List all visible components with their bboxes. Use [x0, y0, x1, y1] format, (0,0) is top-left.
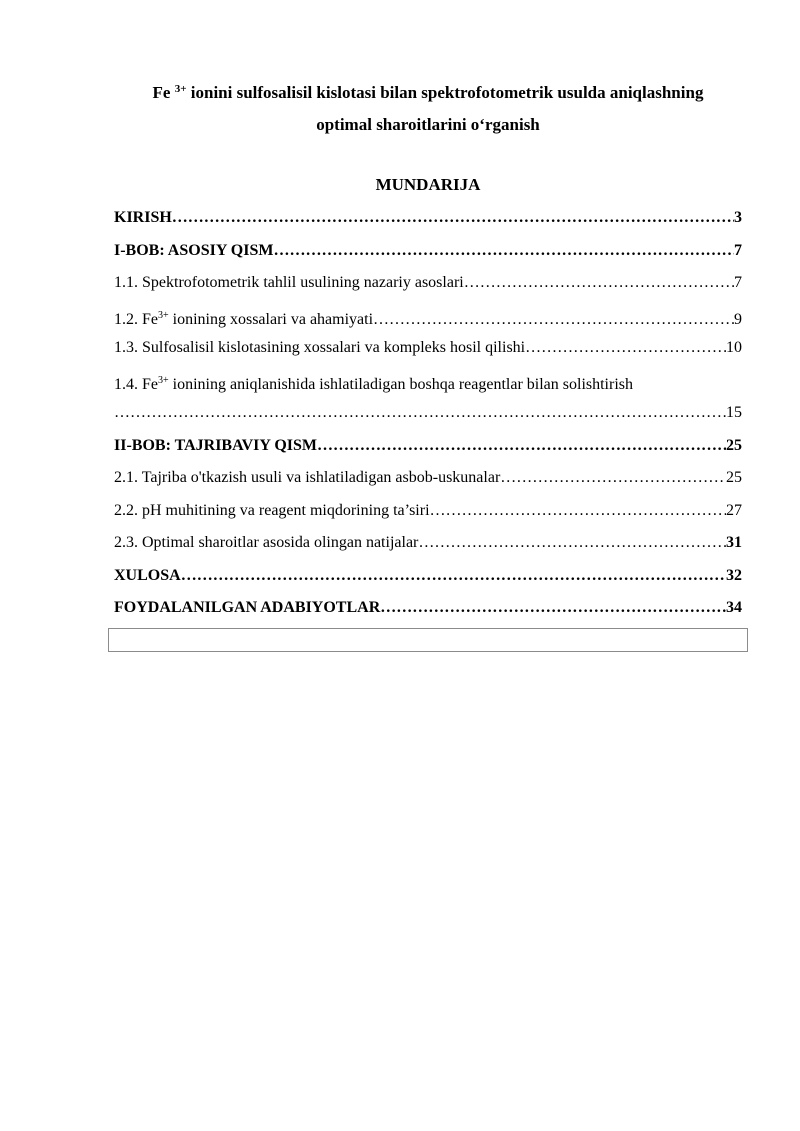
toc-leader: [273, 238, 734, 264]
toc-label: 1.3. Sulfosalisil kislotasining xossalari va kompleks hosil qilishi: [114, 339, 526, 356]
toc-leader: [114, 400, 726, 426]
toc-leader: [464, 270, 734, 296]
toc-page: 25: [726, 469, 742, 486]
toc-entry-bob1[interactable]: [114, 238, 742, 271]
toc-leader: [373, 307, 734, 333]
toc-leader: [500, 465, 726, 491]
toc-superscript: 3+: [158, 374, 169, 386]
toc-label-pre: 1.2. Fe: [114, 310, 158, 328]
toc-entry-2-1[interactable]: [114, 465, 742, 498]
toc-page: 7: [734, 241, 742, 259]
toc-label: 2.3. Optimal sharoitlar asosida olingan natijalar: [114, 534, 419, 551]
toc-label: KIRISH: [114, 209, 172, 226]
toc-entry-1-1[interactable]: [114, 270, 742, 303]
toc-page: 7: [734, 274, 742, 291]
toc-label: XULOSA: [114, 566, 181, 584]
title-superscript: 3+: [174, 83, 187, 95]
toc-entry-2-2[interactable]: [114, 498, 742, 531]
toc-entry-1-4-continuation[interactable]: [114, 400, 742, 433]
toc-label: 2.2. pH muhitining va reagent miqdorining ta’siri: [114, 501, 430, 519]
toc-entry-kirish[interactable]: [114, 205, 742, 238]
toc-page: 10: [726, 339, 742, 356]
document-title: [110, 73, 746, 141]
toc-label: 1.1. Spektrofotometrik tahlil usulining nazariy asoslari: [114, 274, 464, 291]
toc-leader: [430, 498, 726, 524]
table-of-contents: [114, 205, 742, 628]
toc-leader: [172, 205, 734, 231]
toc-label: FOYDALANILGAN ADABIYOTLAR: [114, 599, 381, 616]
toc-label: 2.1. Tajriba o'tkazish usuli va ishlatiladigan asbob-uskunalar: [114, 469, 501, 486]
empty-text-frame: [108, 628, 748, 652]
toc-entry-2-3[interactable]: [114, 530, 742, 563]
toc-entry-1-3[interactable]: [114, 335, 742, 368]
toc-label: [114, 303, 373, 333]
toc-page: 25: [726, 436, 742, 454]
toc-page: 9: [734, 310, 742, 328]
toc-entry-bob2[interactable]: [114, 433, 742, 466]
toc-label-post: ionining aniqlanishida ishlatiladigan boshqa reagentlar bilan solishtirish: [168, 375, 633, 393]
toc-entry-adabiyotlar[interactable]: [114, 595, 742, 628]
toc-leader: [181, 563, 726, 589]
toc-leader: [525, 335, 726, 361]
toc-leader: [380, 595, 726, 621]
toc-entry-1-4[interactable]: [114, 368, 742, 401]
toc-leader: [418, 530, 726, 556]
toc-leader: [317, 433, 726, 459]
toc-entry-1-2[interactable]: [114, 303, 742, 336]
contents-heading: MUNDARIJA: [375, 175, 481, 194]
title-line-1: [110, 73, 746, 109]
title-text-rest: ionini sulfosalisil kislotasi bilan spektrofotometrik usulda aniqlashning: [186, 83, 704, 102]
toc-page: 3: [734, 209, 742, 226]
toc-page: 32: [726, 566, 742, 584]
toc-label: II-BOB: TAJRIBAVIY QISM: [114, 436, 318, 454]
toc-page: 31: [726, 534, 742, 551]
title-text-fe: Fe: [152, 83, 175, 102]
title-line-2: optimal sharoitlarini o‘rganish: [316, 115, 540, 134]
toc-label-pre: 1.4. Fe: [114, 375, 158, 393]
toc-page: 34: [726, 599, 742, 616]
toc-superscript: 3+: [158, 309, 169, 321]
toc-page: 15: [726, 404, 742, 421]
toc-label-post: ionining xossalari va ahamiyati: [168, 310, 374, 328]
toc-label: I-BOB: ASOSIY QISM: [114, 241, 274, 259]
toc-entry-xulosa[interactable]: [114, 563, 742, 596]
toc-page: 27: [726, 501, 742, 519]
